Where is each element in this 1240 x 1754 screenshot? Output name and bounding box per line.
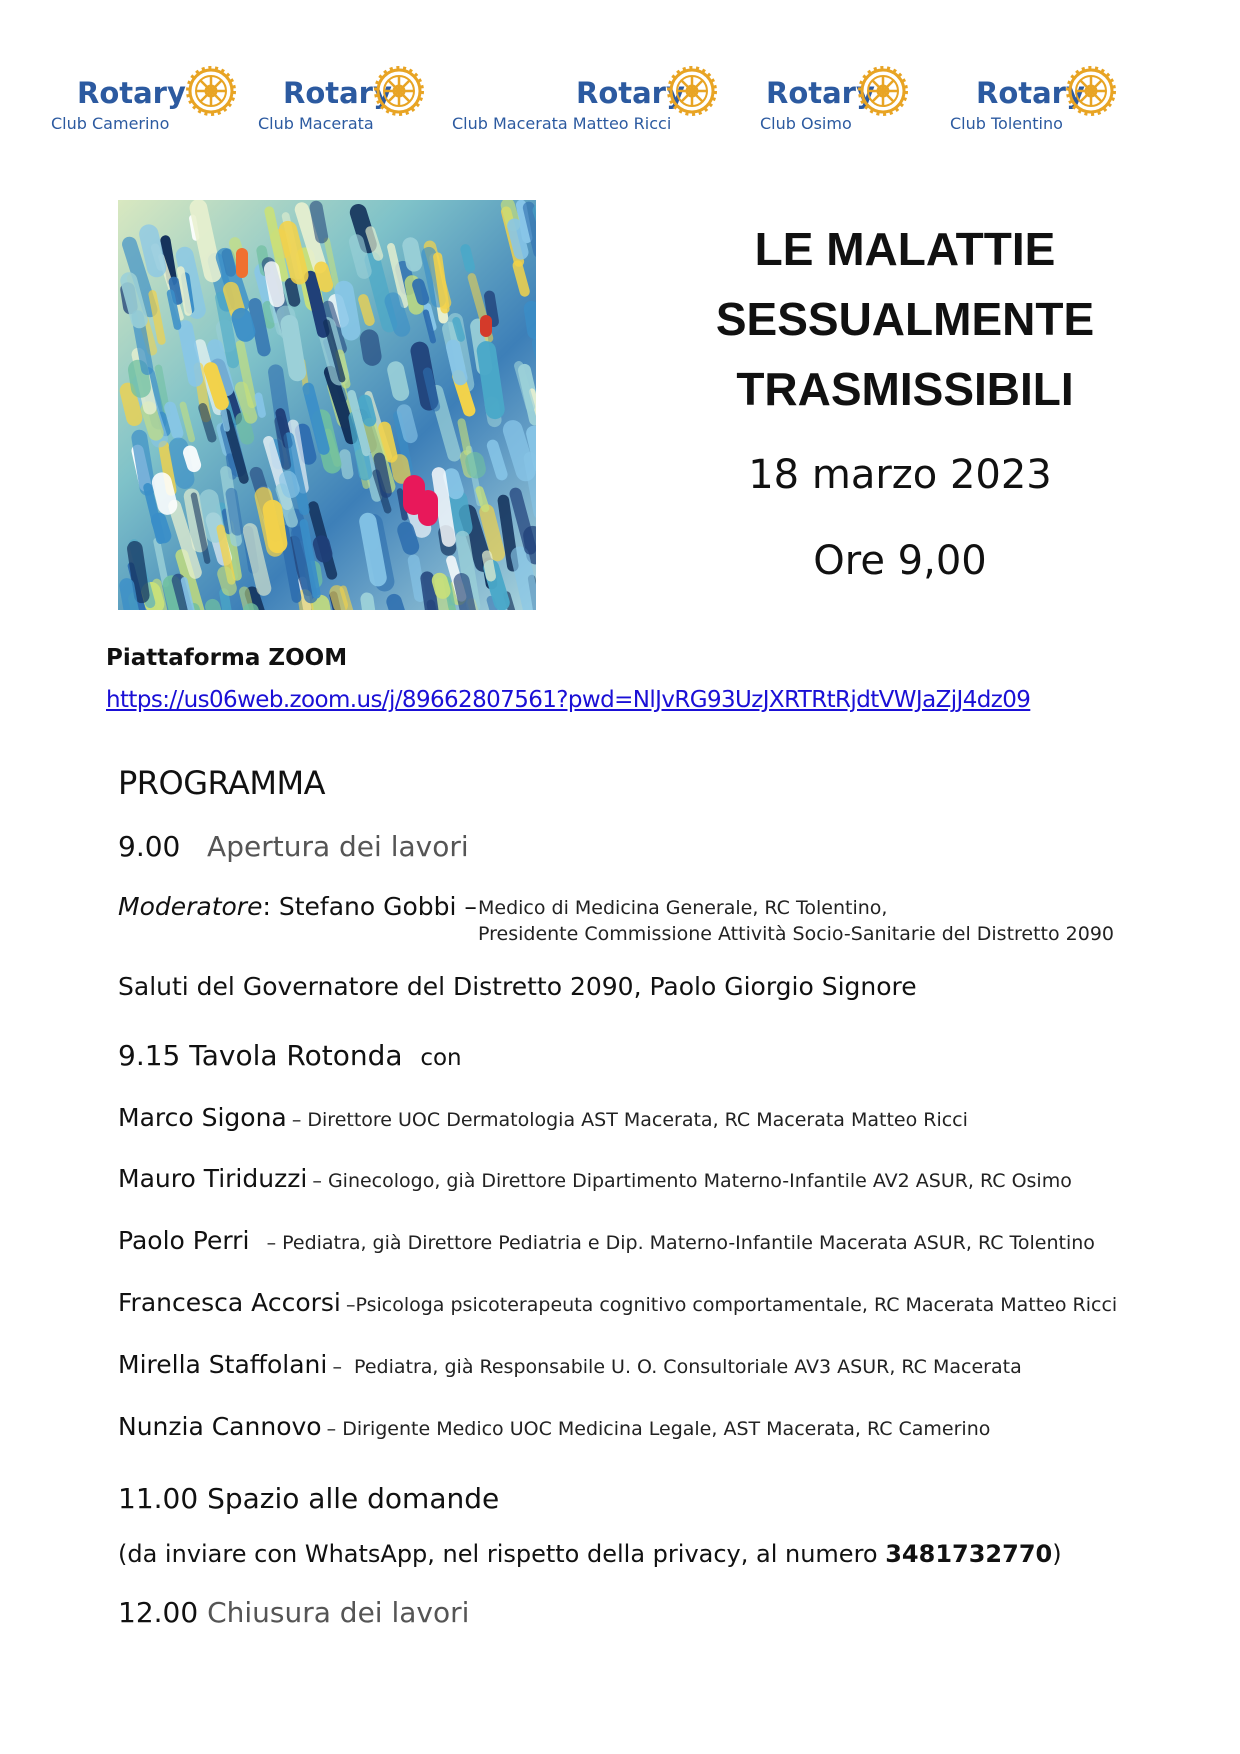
event-time: Ore 9,00 bbox=[813, 538, 987, 584]
speaker-row: Nunzia Cannovo – Dirigente Medico UOC Medicina Legale, AST Macerata, RC Camerino bbox=[118, 1412, 991, 1441]
speaker-row: Paolo Perri – Pediatra, già Direttore Pediatria e Dip. Materno-Infantile Macerata ASUR, RC Tolentino bbox=[118, 1226, 1095, 1255]
speaker-name: Paolo Perri bbox=[118, 1226, 250, 1255]
item-time: 12.00 bbox=[118, 1596, 199, 1629]
item-time: 9.15 bbox=[118, 1039, 181, 1072]
paint-accent bbox=[480, 315, 492, 337]
logo-wordmark: Rotary bbox=[77, 76, 186, 110]
speaker-role: Direttore UOC Dermatologia AST Macerata, RC Macerata Matteo Ricci bbox=[307, 1109, 968, 1131]
note-text: ) bbox=[1052, 1540, 1062, 1568]
logo-wordmark: Rotary bbox=[283, 76, 392, 110]
item-text: Apertura dei lavori bbox=[207, 830, 469, 863]
event-title bbox=[640, 214, 1170, 424]
speaker-role: Ginecologo, già Direttore Dipartimento Materno-Infantile AV2 ASUR, RC Osimo bbox=[327, 1170, 1072, 1192]
item-text: Tavola Rotonda bbox=[189, 1039, 403, 1072]
note-text: (da inviare con WhatsApp, nel rispetto della privacy, al numero bbox=[118, 1540, 886, 1568]
program-item-questions bbox=[118, 1482, 499, 1515]
program-item-round-table bbox=[118, 1039, 462, 1072]
speaker-row: Marco Sigona – Direttore UOC Dermatologia AST Macerata, RC Macerata Matteo Ricci bbox=[118, 1103, 968, 1132]
item-time: 11.00 bbox=[118, 1482, 199, 1515]
logo-club-name: Club Tolentino bbox=[950, 114, 1063, 133]
paint-accent bbox=[418, 490, 438, 526]
speaker-name: Marco Sigona bbox=[118, 1103, 287, 1132]
program-item-closing bbox=[118, 1596, 469, 1629]
speaker-row: Francesca Accorsi –Psicologa psicoterapeuta cognitivo comportamentale, RC Macerata Matteo Ricci bbox=[118, 1288, 1118, 1317]
paint-accent bbox=[236, 248, 248, 278]
program-item-opening bbox=[118, 830, 469, 863]
title-line: SESSUALMENTE bbox=[715, 293, 1095, 345]
item-text: Spazio alle domande bbox=[207, 1482, 500, 1515]
zoom-platform-label: Piattaforma ZOOM bbox=[106, 645, 348, 671]
title-line: TRASMISSIBILI bbox=[736, 363, 1074, 415]
logo-club-name: Club Camerino bbox=[51, 114, 170, 133]
rotary-wheel-icon bbox=[374, 66, 424, 116]
questions-note bbox=[118, 1540, 1062, 1568]
greetings-line: Saluti del Governatore del Distretto 2090, Paolo Giorgio Signore bbox=[118, 972, 917, 1001]
logo-row bbox=[0, 62, 1240, 142]
speaker-role: Pediatra, già Responsabile U. O. Consultoriale AV3 ASUR, RC Macerata bbox=[354, 1356, 1022, 1378]
logo-wordmark: Rotary bbox=[576, 76, 685, 110]
logo-club-name: Club Osimo bbox=[760, 114, 852, 133]
logo-club-name: Club Macerata Matteo Ricci bbox=[452, 114, 672, 133]
logo-wordmark: Rotary bbox=[766, 76, 875, 110]
speaker-role: Dirigente Medico UOC Medicina Legale, AST Macerata, RC Camerino bbox=[342, 1418, 991, 1440]
speaker-name: Mirella Staffolani bbox=[118, 1350, 328, 1379]
speaker-row: Mauro Tiriduzzi – Ginecologo, già Direttore Dipartimento Materno-Infantile AV2 ASUR, RC Osimo bbox=[118, 1164, 1072, 1193]
moderator-line: Moderatore: Stefano Gobbi – bbox=[118, 892, 477, 921]
speaker-row: Mirella Staffolani – Pediatra, già Responsabile U. O. Consultoriale AV3 ASUR, RC Macerata bbox=[118, 1350, 1022, 1379]
speaker-role: Psicologa psicoterapeuta cognitivo comportamentale, RC Macerata Matteo Ricci bbox=[355, 1294, 1118, 1316]
rotary-wheel-icon bbox=[858, 66, 908, 116]
rotary-wheel-icon bbox=[1066, 66, 1116, 116]
item-text: Chiusura dei lavori bbox=[207, 1596, 470, 1629]
logo-club-name: Club Macerata bbox=[258, 114, 374, 133]
speaker-role: Pediatra, già Direttore Pediatria e Dip. Materno-Infantile Macerata ASUR, RC Tolentino bbox=[282, 1232, 1095, 1254]
moderator-name: Stefano Gobbi bbox=[278, 892, 457, 921]
abstract-painting-image bbox=[118, 200, 536, 610]
zoom-meeting-link[interactable]: https://us06web.zoom.us/j/89662807561?pwd=NlJvRG93UzJXRTRtRjdtVWJaZjJ4dz09 bbox=[106, 687, 1031, 713]
event-date: 18 marzo 2023 bbox=[748, 452, 1052, 498]
moderator-role bbox=[478, 895, 1114, 947]
whatsapp-phone-number: 3481732770 bbox=[885, 1540, 1053, 1568]
rotary-wheel-icon bbox=[186, 66, 236, 116]
speaker-name: Francesca Accorsi bbox=[118, 1288, 341, 1317]
moderator-role-line: Presidente Commissione Attività Socio-Sanitarie del Distretto 2090 bbox=[478, 923, 1115, 945]
logo-wordmark: Rotary bbox=[976, 76, 1085, 110]
item-time: 9.00 bbox=[118, 830, 181, 863]
program-heading: PROGRAMMA bbox=[118, 764, 325, 802]
moderator-label: Moderatore bbox=[118, 892, 263, 921]
moderator-role-line: Medico di Medicina Generale, RC Tolentino, bbox=[478, 897, 888, 919]
title-line: LE MALATTIE bbox=[754, 223, 1056, 275]
speaker-name: Nunzia Cannovo bbox=[118, 1412, 322, 1441]
rotary-wheel-icon bbox=[667, 66, 717, 116]
speaker-name: Mauro Tiriduzzi bbox=[118, 1164, 308, 1193]
item-suffix: con bbox=[420, 1045, 462, 1071]
